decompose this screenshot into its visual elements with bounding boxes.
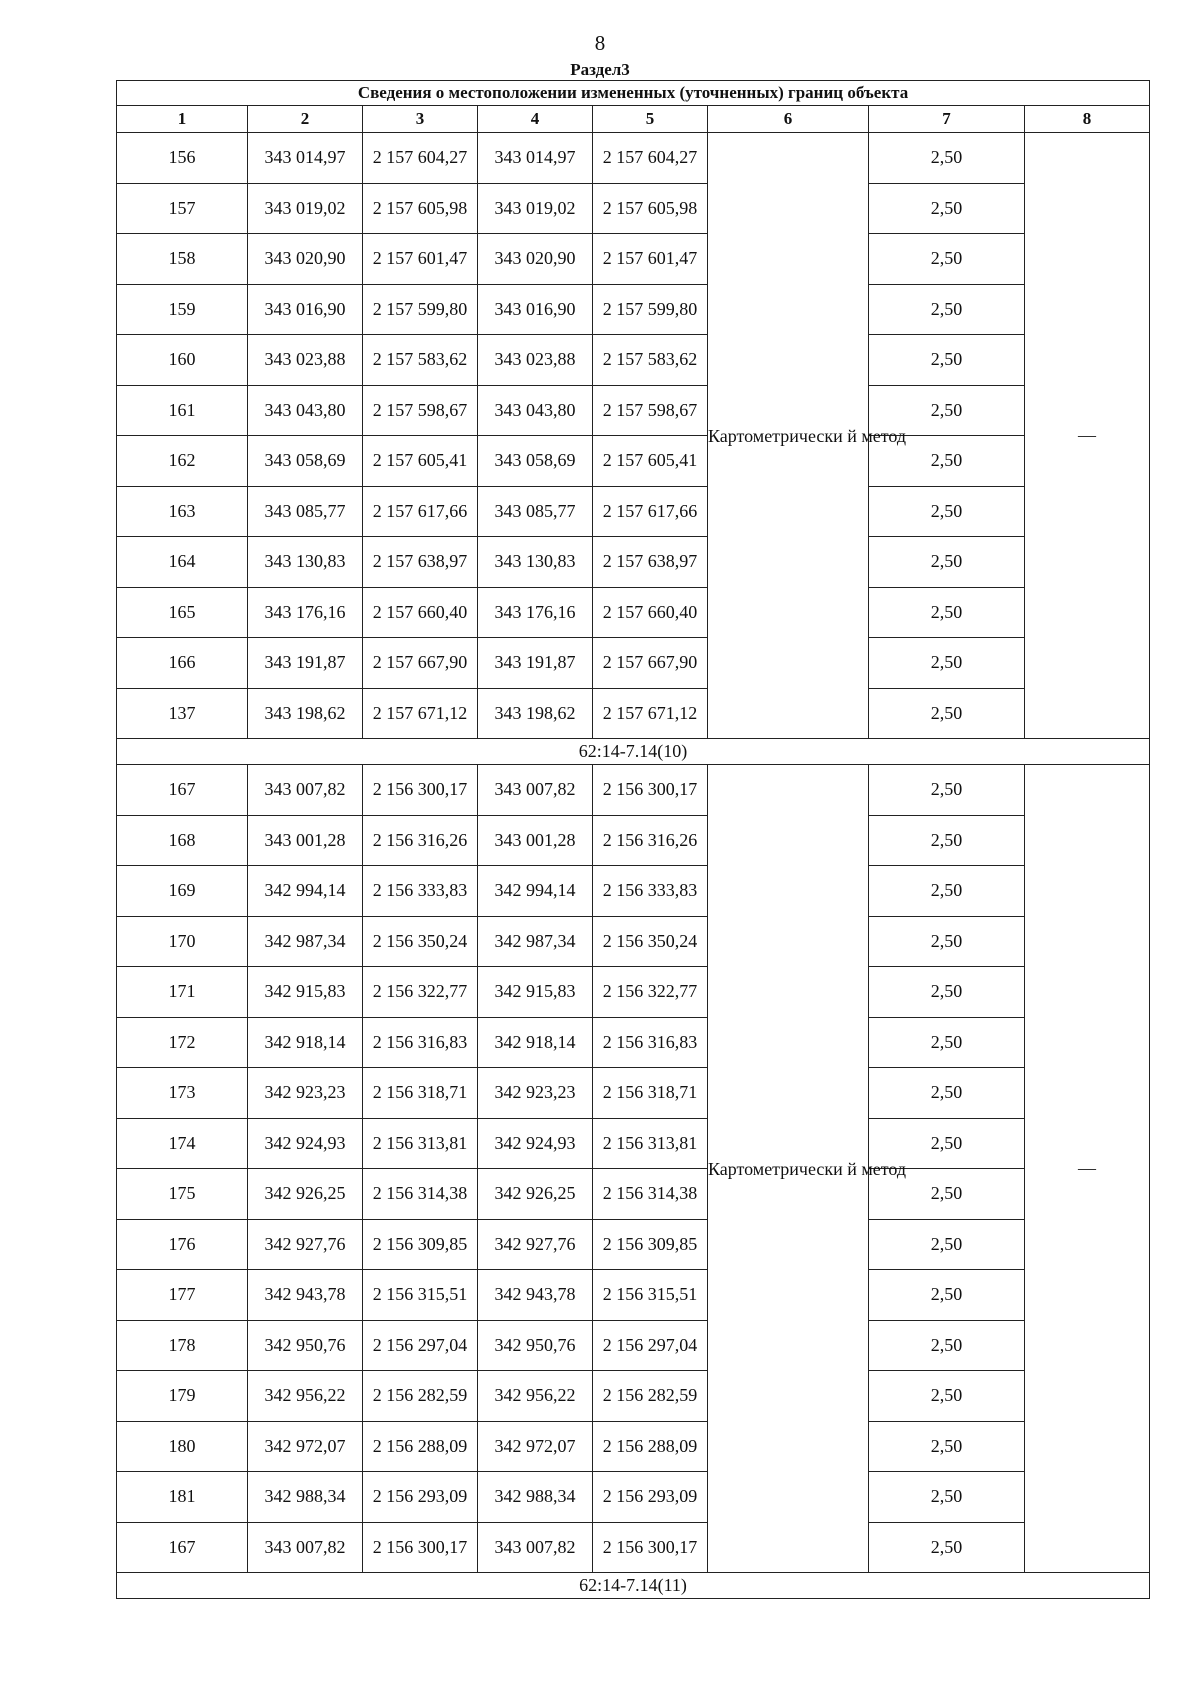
accuracy-cell: 2,50	[869, 537, 1025, 588]
coord-y-cell: 2 156 322,77	[593, 967, 708, 1018]
coord-x-cell: 343 198,62	[478, 688, 593, 739]
coord-y-cell: 2 157 598,67	[363, 385, 478, 436]
point-number-cell: 161	[117, 385, 248, 436]
table-caption: Сведения о местоположении измененных (уточненных) границ объекта	[117, 81, 1150, 106]
point-number-cell: 171	[117, 967, 248, 1018]
accuracy-cell: 2,50	[869, 1472, 1025, 1523]
coord-x-cell: 342 987,34	[248, 916, 363, 967]
column-header: 4	[478, 106, 593, 133]
coord-y-cell: 2 156 333,83	[363, 866, 478, 917]
point-number-cell: 164	[117, 537, 248, 588]
point-number-cell: 170	[117, 916, 248, 967]
coord-x-cell: 343 058,69	[248, 436, 363, 487]
point-number-cell: 169	[117, 866, 248, 917]
coord-x-cell: 343 176,16	[248, 587, 363, 638]
coord-x-cell: 343 014,97	[478, 133, 593, 184]
method-cell: Картометрически й метод	[708, 765, 869, 1573]
coord-y-cell: 2 156 282,59	[363, 1371, 478, 1422]
point-number-cell: 174	[117, 1118, 248, 1169]
coord-x-cell: 343 014,97	[248, 133, 363, 184]
coord-x-cell: 342 943,78	[248, 1270, 363, 1321]
accuracy-cell: 2,50	[869, 967, 1025, 1018]
coord-x-cell: 343 001,28	[478, 815, 593, 866]
coord-y-cell: 2 157 667,90	[593, 638, 708, 689]
coord-y-cell: 2 156 293,09	[363, 1472, 478, 1523]
coord-y-cell: 2 156 315,51	[593, 1270, 708, 1321]
coord-y-cell: 2 157 583,62	[593, 335, 708, 386]
accuracy-cell: 2,50	[869, 1270, 1025, 1321]
coord-y-cell: 2 157 617,66	[363, 486, 478, 537]
coord-y-cell: 2 156 293,09	[593, 1472, 708, 1523]
coord-x-cell: 343 020,90	[478, 234, 593, 285]
table-row	[117, 1522, 1150, 1573]
table-caption-row	[117, 81, 1150, 106]
coord-y-cell: 2 157 601,47	[593, 234, 708, 285]
table-row	[117, 688, 1150, 739]
coord-y-cell: 2 157 638,97	[593, 537, 708, 588]
coord-y-cell: 2 156 318,71	[363, 1068, 478, 1119]
coord-x-cell: 342 950,76	[248, 1320, 363, 1371]
point-number-cell: 172	[117, 1017, 248, 1068]
coord-y-cell: 2 156 350,24	[363, 916, 478, 967]
point-number-cell: 158	[117, 234, 248, 285]
accuracy-cell: 2,50	[869, 1421, 1025, 1472]
point-number-cell: 181	[117, 1472, 248, 1523]
table-row	[117, 1068, 1150, 1119]
column-header: 1	[117, 106, 248, 133]
parcel-label: 62:14-7.14(10)	[117, 739, 1150, 765]
table-row	[117, 183, 1150, 234]
accuracy-cell: 2,50	[869, 335, 1025, 386]
coord-x-cell: 343 191,87	[248, 638, 363, 689]
coord-y-cell: 2 157 617,66	[593, 486, 708, 537]
coord-y-cell: 2 156 333,83	[593, 866, 708, 917]
accuracy-cell: 2,50	[869, 638, 1025, 689]
coord-x-cell: 343 085,77	[248, 486, 363, 537]
accuracy-cell: 2,50	[869, 1017, 1025, 1068]
coord-x-cell: 342 950,76	[478, 1320, 593, 1371]
table-row	[117, 486, 1150, 537]
section-title: Раздел3	[570, 60, 630, 79]
point-number-cell: 177	[117, 1270, 248, 1321]
coord-x-cell: 343 058,69	[478, 436, 593, 487]
coord-y-cell: 2 156 288,09	[363, 1421, 478, 1472]
table-row	[117, 1371, 1150, 1422]
coord-x-cell: 342 988,34	[478, 1472, 593, 1523]
table-body	[117, 133, 1150, 1599]
boundary-table	[116, 80, 1150, 1599]
point-number-cell: 179	[117, 1371, 248, 1422]
table-row	[117, 1118, 1150, 1169]
table-row	[117, 1270, 1150, 1321]
coord-y-cell: 2 156 282,59	[593, 1371, 708, 1422]
point-number-cell: 180	[117, 1421, 248, 1472]
coord-x-cell: 343 191,87	[478, 638, 593, 689]
coord-y-cell: 2 157 660,40	[593, 587, 708, 638]
accuracy-cell: 2,50	[869, 1371, 1025, 1422]
coord-y-cell: 2 156 350,24	[593, 916, 708, 967]
coord-x-cell: 343 085,77	[478, 486, 593, 537]
parcel-label: 62:14-7.14(11)	[117, 1573, 1150, 1599]
parcel-label-row	[117, 739, 1150, 765]
coord-x-cell: 342 915,83	[248, 967, 363, 1018]
coord-y-cell: 2 156 322,77	[363, 967, 478, 1018]
coord-x-cell: 343 043,80	[478, 385, 593, 436]
coord-y-cell: 2 156 309,85	[593, 1219, 708, 1270]
coord-y-cell: 2 157 599,80	[593, 284, 708, 335]
accuracy-cell: 2,50	[869, 183, 1025, 234]
coord-y-cell: 2 156 309,85	[363, 1219, 478, 1270]
coord-y-cell: 2 157 604,27	[593, 133, 708, 184]
table-row	[117, 335, 1150, 386]
coord-x-cell: 342 972,07	[478, 1421, 593, 1472]
coord-x-cell: 342 988,34	[248, 1472, 363, 1523]
coord-x-cell: 342 927,76	[478, 1219, 593, 1270]
accuracy-cell: 2,50	[869, 765, 1025, 816]
point-number-cell: 165	[117, 587, 248, 638]
point-number-cell: 157	[117, 183, 248, 234]
coord-x-cell: 342 924,93	[248, 1118, 363, 1169]
coord-x-cell: 342 915,83	[478, 967, 593, 1018]
method-cell: Картометрически й метод	[708, 133, 869, 739]
coord-x-cell: 342 956,22	[248, 1371, 363, 1422]
point-number-cell: 162	[117, 436, 248, 487]
accuracy-cell: 2,50	[869, 1522, 1025, 1573]
accuracy-cell: 2,50	[869, 436, 1025, 487]
accuracy-cell: 2,50	[869, 234, 1025, 285]
accuracy-cell: 2,50	[869, 284, 1025, 335]
coord-x-cell: 343 023,88	[478, 335, 593, 386]
point-number-cell: 176	[117, 1219, 248, 1270]
table-row	[117, 587, 1150, 638]
coord-y-cell: 2 156 318,71	[593, 1068, 708, 1119]
description-cell: —	[1025, 133, 1150, 739]
accuracy-cell: 2,50	[869, 1169, 1025, 1220]
table-row	[117, 234, 1150, 285]
accuracy-cell: 2,50	[869, 385, 1025, 436]
point-number-cell: 166	[117, 638, 248, 689]
table-row	[117, 916, 1150, 967]
coord-y-cell: 2 157 583,62	[363, 335, 478, 386]
parcel-label-row	[117, 1573, 1150, 1599]
coord-y-cell: 2 157 667,90	[363, 638, 478, 689]
coord-y-cell: 2 157 598,67	[593, 385, 708, 436]
coord-y-cell: 2 156 316,26	[363, 815, 478, 866]
table-row	[117, 866, 1150, 917]
description-cell: —	[1025, 765, 1150, 1573]
accuracy-cell: 2,50	[869, 133, 1025, 184]
accuracy-cell: 2,50	[869, 866, 1025, 917]
point-number-cell: 168	[117, 815, 248, 866]
coord-x-cell: 342 918,14	[248, 1017, 363, 1068]
point-number-cell: 173	[117, 1068, 248, 1119]
accuracy-cell: 2,50	[869, 1219, 1025, 1270]
accuracy-cell: 2,50	[869, 1068, 1025, 1119]
coord-y-cell: 2 157 599,80	[363, 284, 478, 335]
coord-y-cell: 2 157 671,12	[593, 688, 708, 739]
coord-y-cell: 2 156 313,81	[363, 1118, 478, 1169]
table-row	[117, 133, 1150, 184]
point-number-cell: 163	[117, 486, 248, 537]
accuracy-cell: 2,50	[869, 1320, 1025, 1371]
column-header: 8	[1025, 106, 1150, 133]
coord-x-cell: 342 918,14	[478, 1017, 593, 1068]
coord-x-cell: 343 176,16	[478, 587, 593, 638]
coord-y-cell: 2 157 601,47	[363, 234, 478, 285]
coord-y-cell: 2 157 604,27	[363, 133, 478, 184]
coord-x-cell: 343 020,90	[248, 234, 363, 285]
coord-y-cell: 2 156 300,17	[363, 765, 478, 816]
table-row	[117, 1169, 1150, 1220]
coord-x-cell: 343 007,82	[248, 765, 363, 816]
point-number-cell: 160	[117, 335, 248, 386]
table-row	[117, 1320, 1150, 1371]
accuracy-cell: 2,50	[869, 486, 1025, 537]
point-number-cell: 167	[117, 765, 248, 816]
coord-x-cell: 343 019,02	[478, 183, 593, 234]
coord-x-cell: 343 043,80	[248, 385, 363, 436]
table-row	[117, 1421, 1150, 1472]
coord-y-cell: 2 156 300,17	[593, 765, 708, 816]
coord-x-cell: 342 956,22	[478, 1371, 593, 1422]
coord-y-cell: 2 156 316,83	[593, 1017, 708, 1068]
coord-x-cell: 342 924,93	[478, 1118, 593, 1169]
coord-x-cell: 342 972,07	[248, 1421, 363, 1472]
coord-x-cell: 343 001,28	[248, 815, 363, 866]
coord-x-cell: 342 923,23	[248, 1068, 363, 1119]
coord-y-cell: 2 157 660,40	[363, 587, 478, 638]
coord-y-cell: 2 156 314,38	[593, 1169, 708, 1220]
coord-y-cell: 2 156 316,83	[363, 1017, 478, 1068]
accuracy-cell: 2,50	[869, 1118, 1025, 1169]
table-row	[117, 765, 1150, 816]
column-header: 5	[593, 106, 708, 133]
accuracy-cell: 2,50	[869, 815, 1025, 866]
column-header: 6	[708, 106, 869, 133]
table-row	[117, 1472, 1150, 1523]
coord-y-cell: 2 156 316,26	[593, 815, 708, 866]
coord-y-cell: 2 156 315,51	[363, 1270, 478, 1321]
coord-x-cell: 343 007,82	[478, 1522, 593, 1573]
coord-y-cell: 2 156 313,81	[593, 1118, 708, 1169]
coord-y-cell: 2 156 300,17	[593, 1522, 708, 1573]
point-number-cell: 137	[117, 688, 248, 739]
coord-y-cell: 2 157 605,41	[363, 436, 478, 487]
coord-y-cell: 2 157 638,97	[363, 537, 478, 588]
coord-x-cell: 342 923,23	[478, 1068, 593, 1119]
coord-y-cell: 2 156 288,09	[593, 1421, 708, 1472]
accuracy-cell: 2,50	[869, 916, 1025, 967]
table-row	[117, 284, 1150, 335]
point-number-cell: 175	[117, 1169, 248, 1220]
table-row	[117, 436, 1150, 487]
coord-y-cell: 2 157 605,41	[593, 436, 708, 487]
page-number: 8	[594, 31, 606, 55]
table-row	[117, 1219, 1150, 1270]
coord-y-cell: 2 157 605,98	[593, 183, 708, 234]
coord-x-cell: 343 016,90	[248, 284, 363, 335]
coord-x-cell: 342 987,34	[478, 916, 593, 967]
column-header: 2	[248, 106, 363, 133]
column-header: 3	[363, 106, 478, 133]
table-row	[117, 1017, 1150, 1068]
coord-x-cell: 342 943,78	[478, 1270, 593, 1321]
coord-y-cell: 2 156 297,04	[363, 1320, 478, 1371]
coord-x-cell: 342 926,25	[478, 1169, 593, 1220]
table-row	[117, 967, 1150, 1018]
coord-y-cell: 2 156 297,04	[593, 1320, 708, 1371]
coord-x-cell: 343 007,82	[248, 1522, 363, 1573]
coord-x-cell: 343 016,90	[478, 284, 593, 335]
point-number-cell: 156	[117, 133, 248, 184]
accuracy-cell: 2,50	[869, 587, 1025, 638]
coord-y-cell: 2 157 671,12	[363, 688, 478, 739]
coord-x-cell: 342 994,14	[248, 866, 363, 917]
coord-x-cell: 343 198,62	[248, 688, 363, 739]
point-number-cell: 178	[117, 1320, 248, 1371]
point-number-cell: 167	[117, 1522, 248, 1573]
table-row	[117, 537, 1150, 588]
column-header: 7	[869, 106, 1025, 133]
accuracy-cell: 2,50	[869, 688, 1025, 739]
coord-x-cell: 343 023,88	[248, 335, 363, 386]
table-row	[117, 638, 1150, 689]
table-row	[117, 385, 1150, 436]
table-row	[117, 815, 1150, 866]
coord-x-cell: 343 019,02	[248, 183, 363, 234]
point-number-cell: 159	[117, 284, 248, 335]
coord-x-cell: 343 130,83	[478, 537, 593, 588]
coord-x-cell: 343 007,82	[478, 765, 593, 816]
coord-x-cell: 342 926,25	[248, 1169, 363, 1220]
coord-x-cell: 342 927,76	[248, 1219, 363, 1270]
coord-x-cell: 343 130,83	[248, 537, 363, 588]
coord-y-cell: 2 157 605,98	[363, 183, 478, 234]
coord-x-cell: 342 994,14	[478, 866, 593, 917]
column-header-row	[117, 106, 1150, 133]
coord-y-cell: 2 156 314,38	[363, 1169, 478, 1220]
coord-y-cell: 2 156 300,17	[363, 1522, 478, 1573]
